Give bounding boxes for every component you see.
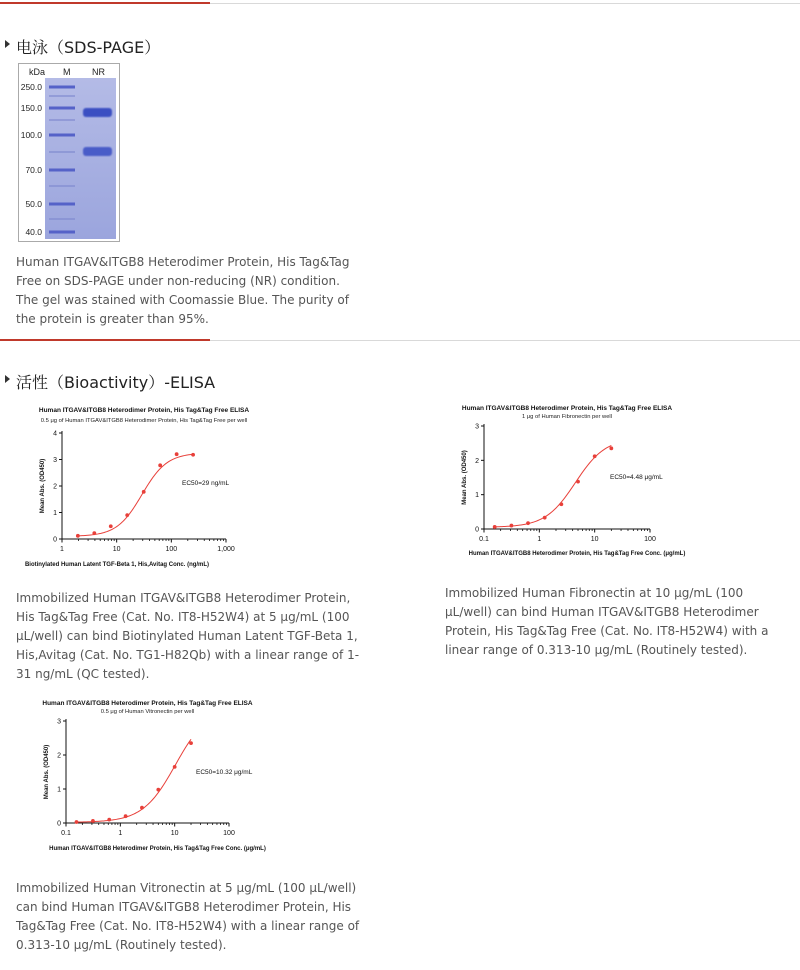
chart-x-tick-label: 1: [60, 546, 64, 553]
chart-x-tick-label: 100: [165, 546, 178, 553]
gel-marker-label: 150.0: [20, 103, 42, 113]
gel-svg: [19, 64, 119, 241]
chart-data-point: [125, 513, 129, 517]
gel-marker-band: [49, 86, 75, 89]
chart-y-tick-label: 3: [53, 457, 57, 464]
chart-data-point: [510, 524, 514, 528]
chart-x-label: Human ITGAV&ITGB8 Heterodimer Protein, His Tag&Tag Free Conc. (μg/mL): [468, 551, 686, 557]
chart-data-point: [124, 814, 128, 818]
chart-title: Human ITGAV&ITGB8 Heterodimer Protein, His Tag&Tag Free ELISA: [42, 700, 253, 707]
chart-data-point: [76, 534, 80, 538]
elisa-chart-fibronectin: [438, 400, 688, 560]
section-bullet-icon: [5, 375, 10, 383]
gel-marker-band: [49, 231, 75, 234]
chart-y-label: Mean Abs. (OD450): [462, 450, 468, 505]
chart-data-point: [559, 502, 563, 506]
chart-x-tick-label: 10: [170, 830, 179, 837]
gel-marker-band: [49, 107, 75, 110]
chart-data-point: [173, 765, 177, 769]
chart-subtitle: 1 μg of Human Fibronectin per well: [521, 414, 613, 420]
gel-ladder-band: [49, 119, 75, 121]
elisa-chart-tgf-beta: [14, 402, 264, 572]
chart-title: Human ITGAV&ITGB8 Heterodimer Protein, His Tag&Tag Free ELISA: [461, 405, 673, 412]
chart-y-label: Mean Abs. (OD450): [44, 744, 50, 800]
chart-x-tick-label: 100: [223, 830, 235, 837]
chart-x-tick-label: 1,000: [217, 546, 235, 553]
chart-data-point: [576, 480, 580, 484]
gel-marker-label: 250.0: [20, 82, 42, 92]
gel-ladder-band: [49, 151, 75, 153]
chart-x-tick-label: 0.1: [479, 536, 489, 543]
gel-marker-band: [49, 169, 75, 172]
gel-lane-m-label: M: [63, 67, 71, 77]
chart-x-label: Human ITGAV&ITGB8 Heterodimer Protein, His Tag&Tag Free Conc. (μg/mL): [49, 846, 266, 852]
nr-band-upper: [83, 108, 112, 117]
chart-data-point: [107, 818, 111, 822]
chart-data-point: [543, 516, 547, 520]
elisa-heading: 活性（Bioactivity）-ELISA: [16, 373, 216, 392]
section-bullet-icon: [5, 40, 10, 48]
chart-y-tick-label: 3: [57, 718, 61, 726]
sds-page-heading: 电泳（SDS-PAGE）: [16, 38, 161, 57]
chart-data-point: [140, 806, 144, 810]
chart-x-label: Biotinylated Human Latent TGF-Beta 1, His,Avitag Conc. (ng/mL): [24, 562, 210, 568]
chart-data-point: [593, 454, 597, 458]
gel-body: [45, 78, 116, 239]
gel-marker-band: [49, 203, 75, 206]
chart-y-tick-label: 0: [53, 536, 57, 544]
chart-x-tick-label: 10: [112, 546, 121, 553]
gel-marker-label: 70.0: [25, 165, 42, 175]
gel-lane-nr-label: NR: [92, 67, 105, 77]
chart-x-tick-label: 0.1: [61, 830, 71, 837]
mid-divider: [0, 340, 800, 341]
chart-data-point: [158, 463, 162, 467]
chart-data-point: [142, 490, 146, 494]
gel-ladder-band: [49, 218, 75, 220]
chart-subtitle: 0.5 μg of Human Vitronectin per well: [100, 709, 195, 715]
chart-y-tick-label: 0: [475, 526, 479, 534]
chart-y-tick-label: 3: [475, 423, 479, 431]
gel-marker-label: 100.0: [20, 130, 42, 140]
elisa-caption-tgf-beta: Immobilized Human ITGAV&ITGB8 Heterodimer Protein, His Tag&Tag Free (Cat. No. IT8-H52W4) at 5 μg/mL (100 μL/well) can bind Biotinylated Human Latent TGF-Beta 1, His,Avitag (Cat. No. TG1-H82Qb) with a linear range of 1-31 ng/mL (QC tested).: [16, 591, 360, 681]
chart-ec50-annotation: EC50=4.48 μg/mL: [610, 474, 663, 481]
chart-x-tick-label: 1: [118, 830, 123, 837]
chart-data-point: [609, 446, 613, 450]
chart-y-tick-label: 1: [57, 786, 61, 794]
chart-ec50-annotation: EC50=10.32 μg/mL: [196, 769, 253, 776]
gel-marker-label: 40.0: [25, 227, 42, 237]
nr-band-lower: [83, 147, 112, 156]
chart-y-tick-label: 4: [53, 430, 57, 438]
chart-data-point: [91, 819, 95, 823]
chart-y-label: Mean Abs. (OD450): [40, 458, 46, 514]
chart-data-point: [526, 521, 530, 525]
chart-data-point: [191, 453, 195, 457]
top-divider: [0, 3, 800, 4]
chart-x-tick-label: 1: [537, 536, 542, 543]
chart-data-point: [175, 452, 179, 456]
chart-title: Human ITGAV&ITGB8 Heterodimer Protein, His Tag&Tag Free ELISA: [38, 407, 250, 414]
chart-x-tick-label: 100: [644, 536, 656, 543]
chart-data-point: [156, 788, 160, 792]
chart-data-point: [92, 531, 96, 535]
chart-y-tick-label: 0: [57, 820, 61, 828]
gel-marker-band: [49, 134, 75, 137]
gel-ladder-band: [49, 95, 75, 97]
sds-gel-image: [18, 63, 120, 242]
elisa-chart-vitronectin: [24, 695, 274, 855]
chart-y-tick-label: 2: [475, 457, 479, 465]
chart-x-tick-label: 10: [590, 536, 599, 543]
gel-ladder-band: [49, 185, 75, 187]
chart-data-point: [189, 741, 193, 745]
chart-ec50-annotation: EC50=29 ng/mL: [182, 480, 230, 487]
elisa-caption-fibronectin: Immobilized Human Fibronectin at 10 μg/mL (100 μL/well) can bind Human ITGAV&ITGB8 Heterodimer Protein, His Tag&Tag Free (Cat. No. IT8-H52W4) with a linear range of 0.313-10 μg/mL (Routinely tested).: [445, 586, 769, 657]
chart-y-tick-label: 1: [53, 510, 57, 517]
chart-fit-curve: [76, 739, 191, 822]
chart-y-tick-label: 2: [53, 483, 57, 491]
chart-data-point: [109, 524, 113, 528]
chart-data-point: [75, 820, 79, 824]
gel-kda-label: kDa: [29, 67, 46, 77]
chart-subtitle: 0.5 μg of Human ITGAV&ITGB8 Heterodimer Protein, His Tag&Tag Free per well: [40, 418, 248, 424]
elisa-caption-vitronectin: Immobilized Human Vitronectin at 5 μg/mL (100 μL/well) can bind Human ITGAV&ITGB8 Heterodimer Protein, His Tag&Tag Free (Cat. No. IT8-H52W4) with a linear range of 0.313-10 μg/mL (Routinely tested).: [16, 881, 360, 952]
gel-marker-label: 50.0: [25, 199, 42, 209]
chart-data-point: [493, 525, 497, 529]
chart-y-tick-label: 1: [475, 492, 479, 500]
sds-caption: Human ITGAV&ITGB8 Heterodimer Protein, His Tag&Tag Free on SDS-PAGE under non-reducing (NR) condition. The gel was stained with Coomassie Blue. The purity of the protein is greater than 95%.: [16, 255, 350, 326]
chart-fit-curve: [78, 454, 193, 536]
chart-y-tick-label: 2: [57, 752, 61, 760]
